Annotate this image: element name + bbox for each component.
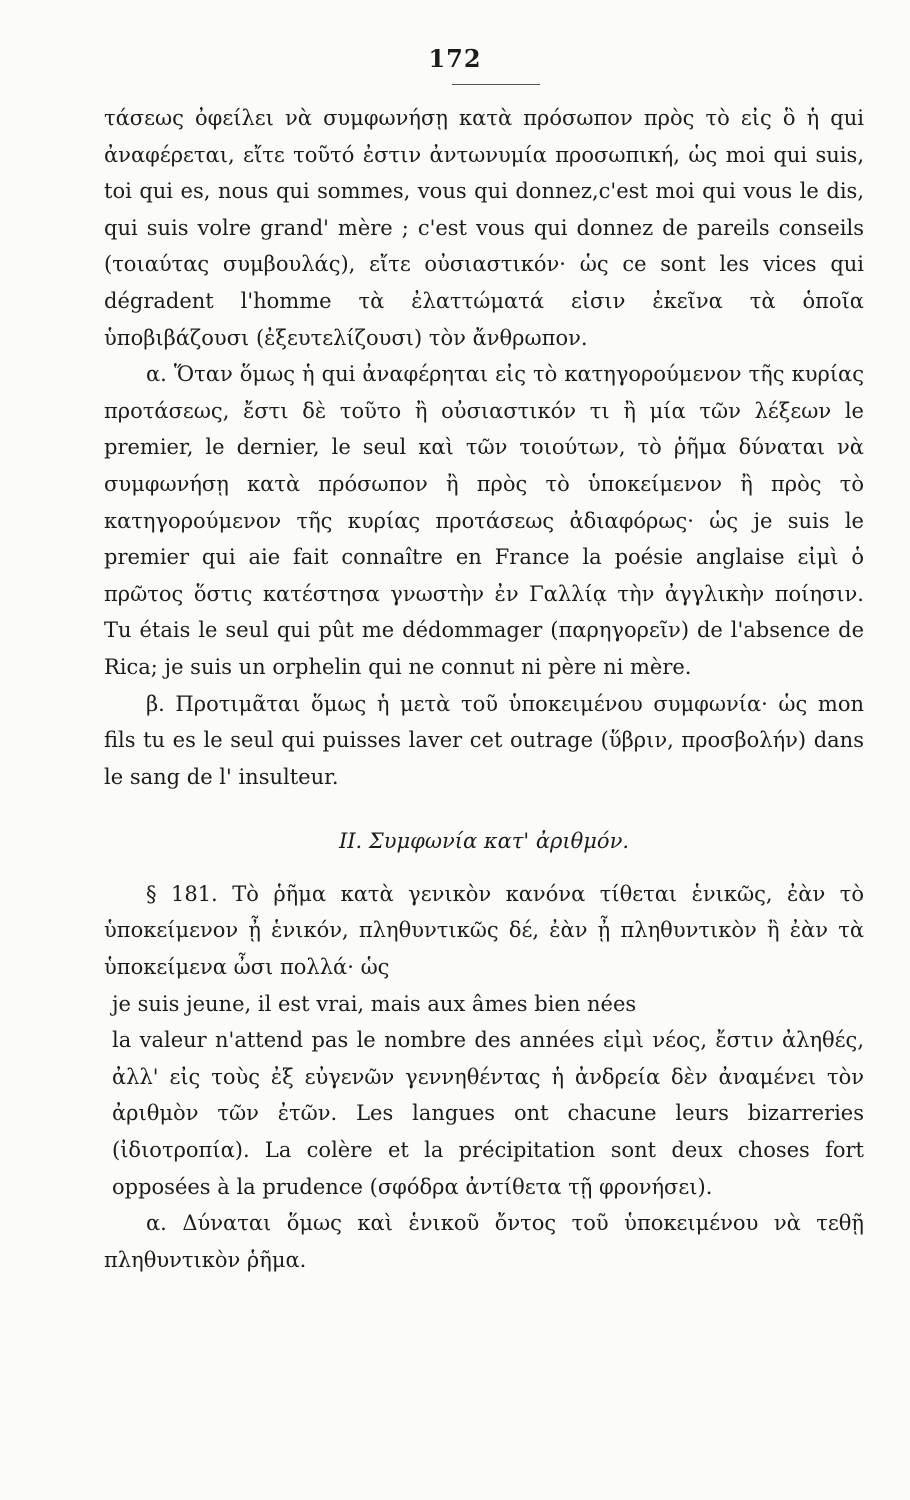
example-verse-line: je suis jeune, il est vrai, mais aux âmes bien nées xyxy=(112,991,637,1016)
page-number: 172 xyxy=(428,44,482,73)
section-181-note-a: α. Δύναται ὅμως καὶ ἑνικοῦ ὄντος τοῦ ὑποκειμένου νὰ τεθῇ πληθυντικὸν ῥῆμα. xyxy=(104,1211,864,1272)
page-body xyxy=(104,100,864,1278)
section-heading: II. Συμφωνία κατ' ἀριθμόν. xyxy=(338,829,630,854)
page-number-rule xyxy=(452,84,540,85)
paragraph-continuation: τάσεως ὀφείλει νὰ συμφωνήσῃ κατὰ πρόσωπον πρὸς τὸ εἰς ὃ ἡ qui ἀναφέρεται, εἴτε τοῦτό ἐστιν ἀντωνυμία προσωπική, ὡς moi qui suis, toi qui es, nous qui sommes, vous qui donnez,c'est moi qui vous le dis, qui suis volre grand' mère ; c'est vous qui donnez de pareils conseils (τοιαύτας συμβουλάς), εἴτε οὐσιαστικόν· ὡς ce sont les vices qui dégradent l'homme τὰ ἐλαττώματά εἰσιν ἐκεῖνα τὰ ὁποῖα ὑποβιβάζουσι (ἐξευτελίζουσι) τὸν ἄνθρωπον. xyxy=(104,106,864,350)
paragraph-note-a: α. Ὅταν ὅμως ἡ qui ἀναφέρηται εἰς τὸ κατηγορούμενον τῆς κυρίας προτάσεως, ἔστι δὲ τοῦτο ἢ οὐσιαστικόν τι ἢ μία τῶν λέξεων le premier, le dernier, le seul καὶ τῶν τοιούτων, τὸ ῥῆμα δύναται νὰ συμφωνήσῃ κατὰ πρόσωπον ἢ πρὸς τὸ ὑποκείμενον ἢ πρὸς τὸ κατηγορούμενον τῆς κυρίας προτάσεως ἀδιαφόρως· ὡς je suis le premier qui aie fait connaître en France la poésie anglaise εἰμὶ ὁ πρῶτος ὅστις κατέστησα γνωστὴν ἐν Γαλλίᾳ τὴν ἀγγλικὴν ποίησιν. Tu étais le seul qui pût me dédommager (παρηγορεῖν) de l'absence de Rica; je suis un orphelin qui ne connut ni père ni mère. xyxy=(104,362,864,679)
section-181-intro: § 181. Τὸ ῥῆμα κατὰ γενικὸν κανόνα τίθεται ἑνικῶς, ἐὰν τὸ ὑποκείμενον ᾖ ἑνικόν, πληθυντικῶς δέ, ἐὰν ᾖ πληθυντικὸν ἢ ἐὰν τὰ ὑποκείμενα ὦσι πολλά· ὡς xyxy=(104,881,864,980)
paragraph-note-b: β. Προτιμᾶται ὅμως ἡ μετὰ τοῦ ὑποκειμένου συμφωνία· ὡς mon fils tu es le seul qui puisses laver cet outrage (ὕβριν, προσβολήν) dans le sang de l' insulteur. xyxy=(104,691,864,789)
example-verse-continuation: la valeur n'attend pas le nombre des années εἰμὶ νέος, ἔστιν ἀληθές, ἀλλ' εἰς τοὺς ἐξ εὐγενῶν γεννηθέντας ἡ ἀνδρεία δὲν ἀναμένει τὸν ἀριθμὸν τῶν ἐτῶν. Les langues ont chacune leurs bizarreries (ἰδιοτροπία). La colère et la précipitation sont deux choses fort opposées à la prudence (σφόδρα ἀντίθετα τῇ φρονήσει). xyxy=(112,1028,864,1199)
